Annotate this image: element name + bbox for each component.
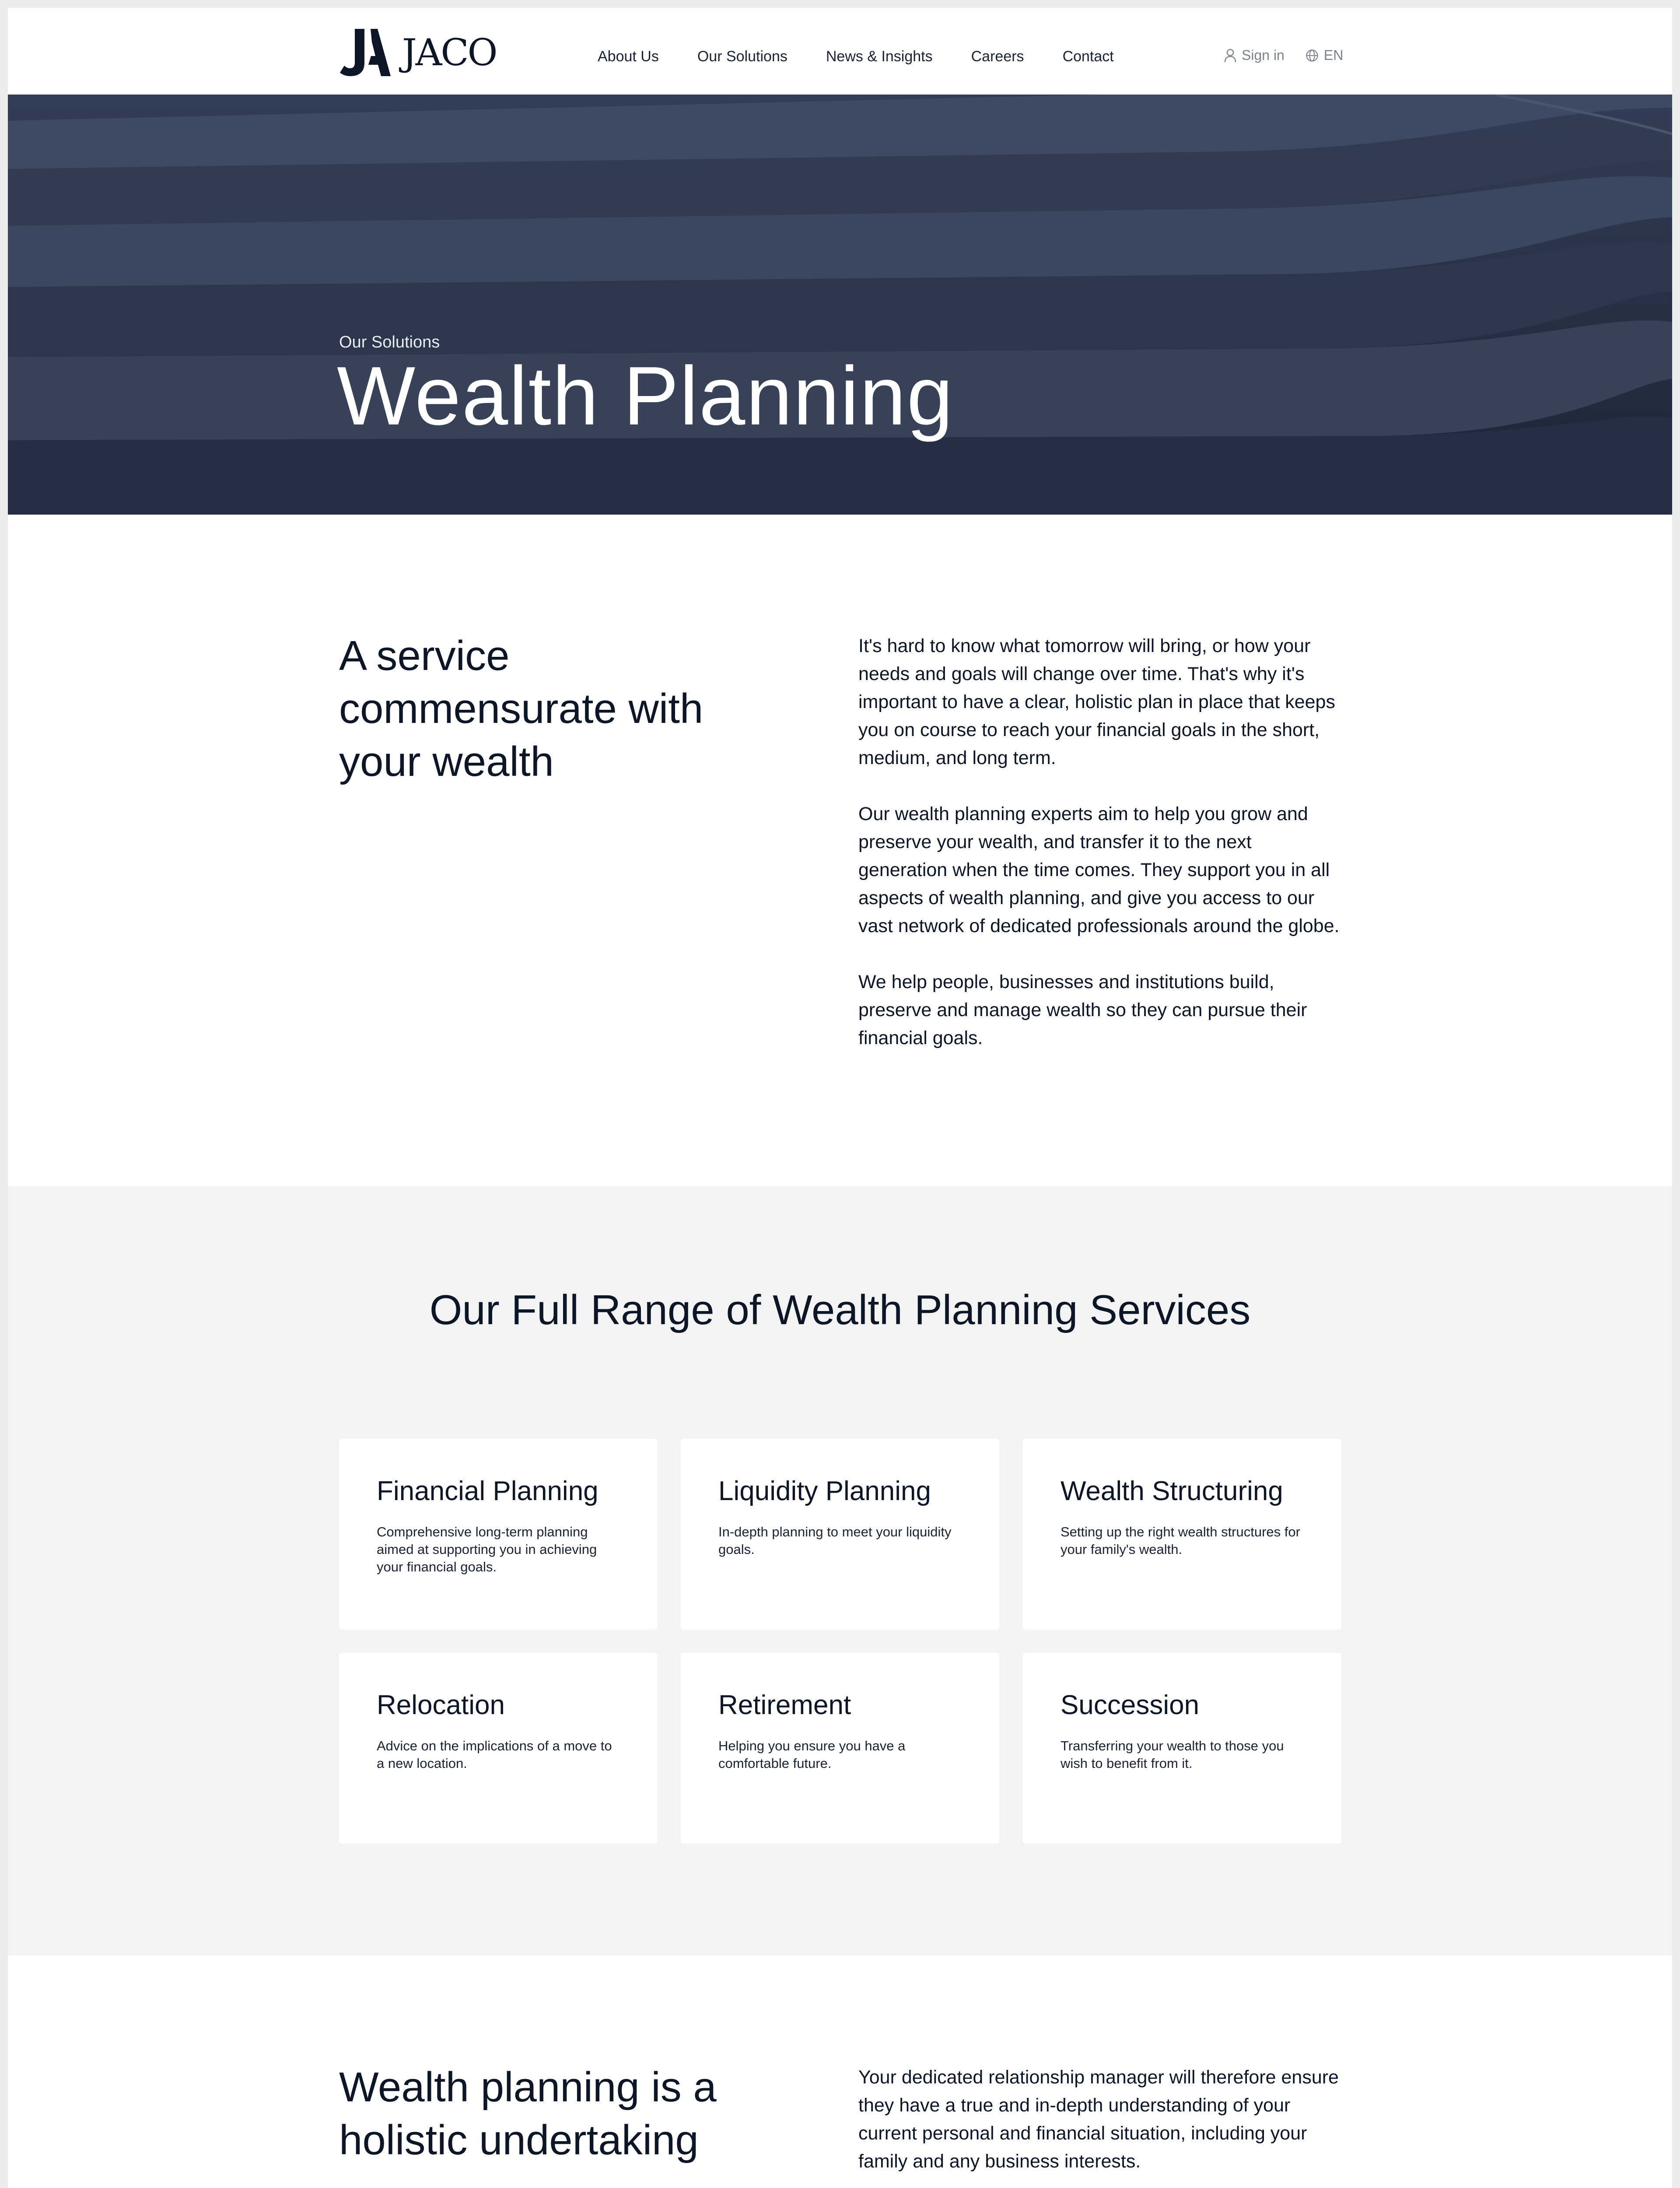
holistic-paragraph: Your dedicated relationship manager will therefore ensure they have a true and in-depth understanding of your current personal and financial situation, including your family and any business interests.: [858, 2067, 1339, 2172]
nav-careers[interactable]: Careers: [971, 48, 1024, 65]
service-card-desc: Setting up the right wealth structures for your family's wealth.: [1060, 1524, 1300, 1557]
hero-steps-image: [8, 95, 1672, 515]
service-card-title: Wealth Structuring: [1060, 1476, 1283, 1506]
service-card-desc: Helping you ensure you have a comfortable future.: [718, 1738, 906, 1771]
service-card-relocation[interactable]: [339, 1653, 658, 1844]
intro-section: [8, 515, 1672, 1186]
intro-body: [858, 632, 1344, 1080]
service-card-desc: Transferring your wealth to those you wish to benefit from it.: [1060, 1738, 1284, 1771]
header-utilities: [1224, 47, 1364, 63]
service-card-title: Retirement: [718, 1690, 851, 1720]
page: [8, 8, 1672, 2188]
service-card-title: Succession: [1060, 1690, 1200, 1720]
nav-our-solutions[interactable]: Our Solutions: [697, 48, 788, 65]
intro-heading: A service commensurate with your wealth: [339, 632, 704, 785]
service-card-succession[interactable]: [1023, 1653, 1341, 1844]
service-card-desc: In-depth planning to meet your liquidity goals.: [718, 1524, 952, 1557]
services-title: Our Full Range of Wealth Planning Services: [429, 1287, 1251, 1333]
intro-paragraph: It's hard to know what tomorrow will bring, or how your needs and goals will change over time. That's why it's important to have a clear, holistic plan in place that keeps you on course to reach your financial goals in the short, medium, and long term.: [858, 635, 1335, 768]
sign-in-label: Sign in: [1242, 47, 1284, 63]
sign-in-link[interactable]: [1224, 47, 1284, 63]
nav-news-insights[interactable]: News & Insights: [826, 48, 933, 65]
service-card-desc: Comprehensive long-term planning aimed at supporting you in achieving your financial goals.: [377, 1524, 597, 1574]
language-label: EN: [1323, 47, 1344, 63]
page-title: Wealth Planning: [337, 350, 954, 442]
service-card-financial-planning[interactable]: [339, 1439, 658, 1630]
globe-icon: [1306, 49, 1319, 62]
brand-logo[interactable]: [339, 26, 496, 79]
hero-kicker: Our Solutions: [339, 333, 440, 351]
intro-paragraph: We help people, businesses and institutions build, preserve and manage wealth so they can pursue their financial goals.: [858, 971, 1307, 1048]
nav-contact[interactable]: Contact: [1062, 48, 1114, 65]
service-card-title: Relocation: [377, 1690, 505, 1720]
services-section: [8, 1186, 1672, 1956]
service-card-title: Financial Planning: [377, 1476, 598, 1506]
service-card-retirement[interactable]: [681, 1653, 999, 1844]
holistic-section: [8, 1956, 1672, 2188]
main-nav: [598, 48, 1152, 65]
language-selector[interactable]: [1306, 47, 1343, 63]
intro-paragraph: Our wealth planning experts aim to help you grow and preserve your wealth, and transfer it to the next generation when the time comes. They support you in all aspects of wealth planning, and give you access to our vast network of dedicated professionals around the globe.: [858, 803, 1340, 936]
holistic-heading: Wealth planning is a holistic undertaking: [339, 2064, 717, 2163]
brand-name: JACO: [402, 31, 497, 74]
site-header: [8, 8, 1672, 95]
service-card-liquidity-planning[interactable]: [681, 1439, 999, 1630]
service-card-title: Liquidity Planning: [718, 1476, 931, 1506]
nav-about-us[interactable]: About Us: [598, 48, 659, 65]
holistic-body: [858, 2063, 1344, 2188]
hero-banner: [8, 95, 1672, 515]
service-card-desc: Advice on the implications of a move to a new location.: [377, 1738, 612, 1771]
logo-mark-icon: [339, 27, 391, 78]
user-icon: [1224, 49, 1236, 63]
service-card-wealth-structuring[interactable]: [1023, 1439, 1341, 1630]
